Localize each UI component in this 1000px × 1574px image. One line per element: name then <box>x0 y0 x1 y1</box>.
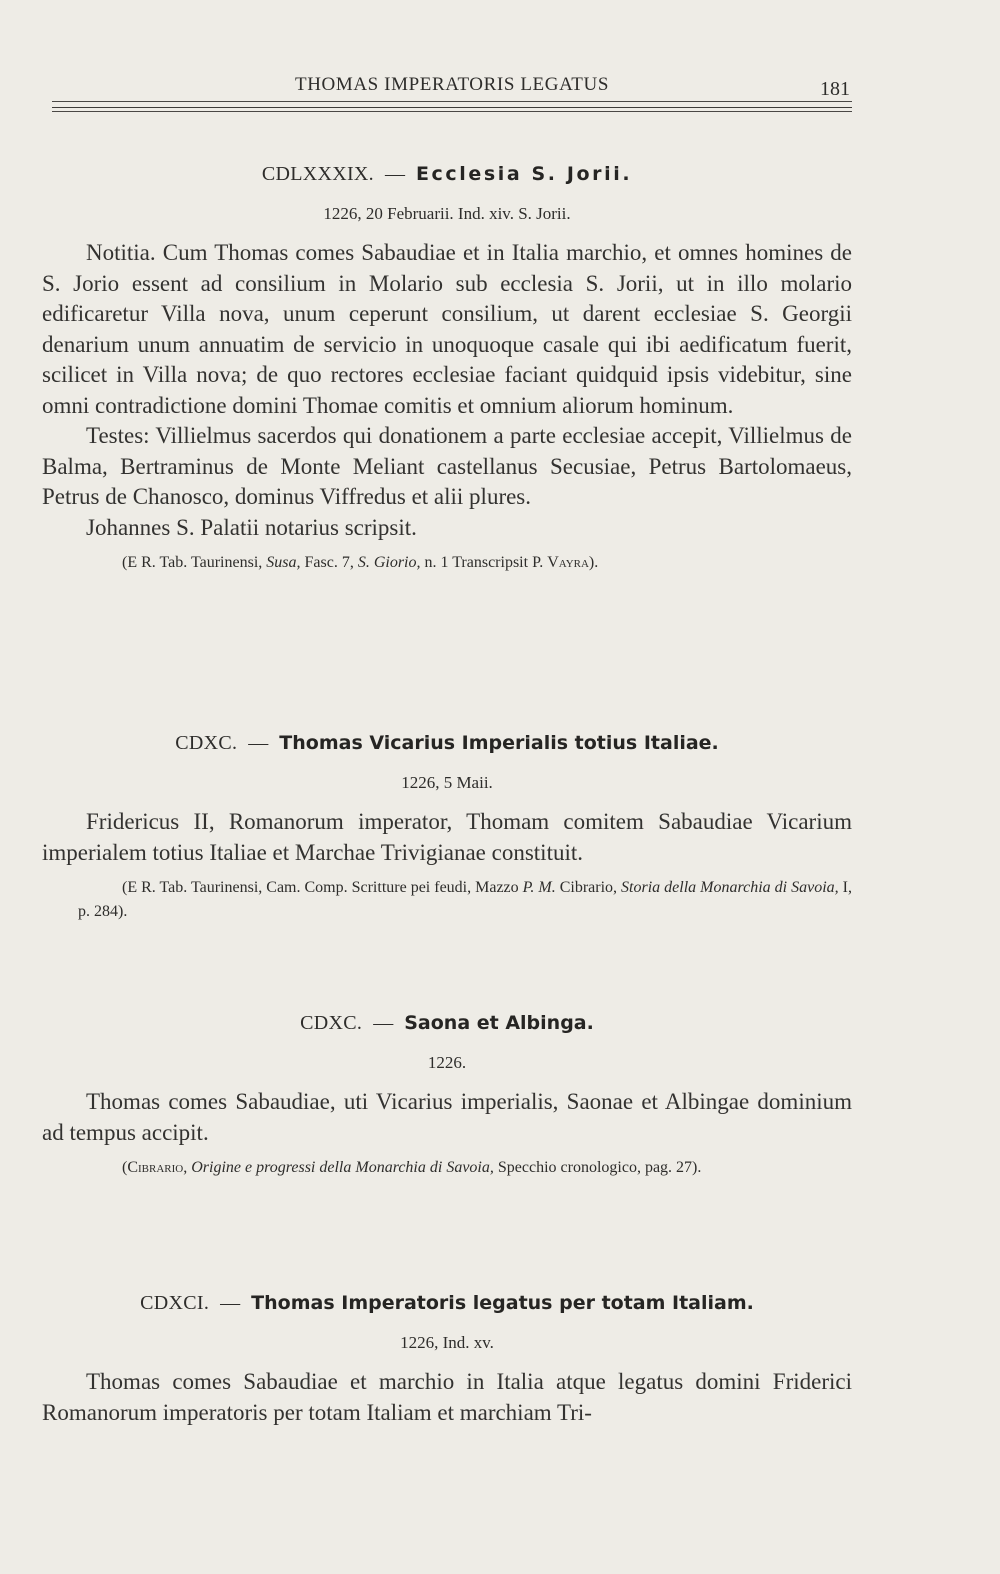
document-title: Thomas Vicarius Imperialis totius Italiae. <box>279 732 719 754</box>
document-heading <box>42 1292 852 1315</box>
document-heading <box>42 163 852 186</box>
heading-dash: — <box>248 732 269 754</box>
document-entry <box>42 1012 852 1180</box>
document-date: 1226, 20 Februarii. Ind. xiv. S. Jorii. <box>323 204 571 223</box>
citation-text: ( <box>122 1159 128 1176</box>
document-date: 1226. <box>427 1053 467 1072</box>
heading-dash: — <box>384 163 405 185</box>
citation-text: , <box>183 1159 192 1176</box>
document-number: CDXC. <box>175 732 238 754</box>
citation-text: n. 1 Transcripsit P. <box>420 554 548 571</box>
heading-dash: — <box>373 1012 394 1034</box>
running-head <box>52 74 852 108</box>
header-rule <box>52 111 852 112</box>
paragraph: Thomas comes Sabaudiae et marchio in Italia atque legatus domini Friderici Romanorum imperatoris per totam Italiam et marchiam Tri- <box>42 1369 852 1425</box>
document-number: CDLXXXIX. <box>261 163 374 185</box>
document-title: Ecclesia S. Jorii. <box>415 163 633 185</box>
document-body <box>42 1367 852 1428</box>
document-date: 1226, 5 Maii. <box>401 773 493 792</box>
document-date: 1226, Ind. xv. <box>400 1333 494 1352</box>
citation-text: Specchio cronologico, pag. 27). <box>493 1159 702 1176</box>
source-citation <box>42 876 852 924</box>
header-rule <box>52 107 852 108</box>
citation-italic: Susa, <box>266 554 301 571</box>
citation-smallcaps: Vayra <box>547 554 589 571</box>
heading-dash: — <box>220 1292 241 1314</box>
document-number: CDXC. <box>300 1012 363 1034</box>
citation-text: I, p. 284). <box>78 879 853 920</box>
document-heading <box>42 1012 852 1035</box>
citation-italic: Storia della Monarchia di Savoia, <box>621 879 839 896</box>
citation-text: (E R. Tab. Taurinensi, Cam. Comp. Scritture pei feudi, Mazzo <box>122 879 523 896</box>
paragraph: Fridericus II, Romanorum imperator, Thomam comitem Sabaudiae Vicarium imperialem totius Italiae et Marchae Trivigianae constituit. <box>42 809 852 865</box>
citation-text: ). <box>588 554 599 571</box>
document-body <box>42 807 852 868</box>
page-number: 181 <box>820 78 850 100</box>
document-title: Saona et Albinga. <box>404 1012 594 1034</box>
document-entry <box>42 732 852 924</box>
document-entry <box>42 163 852 575</box>
running-title: THOMAS IMPERATORIS LEGATUS <box>294 74 609 95</box>
source-citation <box>42 1156 852 1180</box>
citation-italic: Origine e progressi della Monarchia di Savoia, <box>191 1159 494 1176</box>
citation-text: Fasc. 7, <box>300 554 358 571</box>
document-body <box>42 1087 852 1148</box>
document-number: CDXCI. <box>140 1292 210 1314</box>
header-rule <box>52 101 852 102</box>
paragraph: Johannes S. Palatii notarius scripsit. <box>86 514 417 540</box>
paragraph: Testes: Villielmus sacerdos qui donationem a parte ecclesiae accepit, Villielmus de Balma, Bertraminus de Monte Meliant castellanus Secusiae, Petrus Bartolomaeus, Petrus de Chanosco, dominus Viffredus et alii plures. <box>42 423 852 509</box>
citation-italic: P. M. <box>522 879 556 896</box>
citation-text: Cibrario, <box>555 879 622 896</box>
document-entry <box>42 1292 852 1428</box>
document-title: Thomas Imperatoris legatus per totam Italiam. <box>251 1292 754 1314</box>
document-body <box>42 238 852 543</box>
document-heading <box>42 732 852 755</box>
paragraph: Thomas comes Sabaudiae, uti Vicarius imperialis, Saonae et Albingae dominium ad tempus accipit. <box>42 1089 852 1145</box>
citation-smallcaps: Cibrario <box>127 1159 184 1176</box>
citation-italic: S. Giorio, <box>357 554 421 571</box>
paragraph: Notitia. Cum Thomas comes Sabaudiae et in Italia marchio, et omnes homines de S. Jorio essent ad consilium in Molario sub ecclesia S. Jorii, ut in illo molario edificaretur Villa nova, unum ceperunt consilium, ut darent ecclesiae S. Georgii denarium unum annuatim de servicio in unoquoque casale qui ibi aedificatum fuerit, scilicet in Villa nova; de quo rectores ecclesiae faciant quidquid ipsis videbitur, sine omni contradictione domini Thomae comitis et omnium aliorum hominum. <box>42 240 852 418</box>
citation-text: (E R. Tab. Taurinensi, <box>122 554 267 571</box>
source-citation <box>42 551 852 575</box>
